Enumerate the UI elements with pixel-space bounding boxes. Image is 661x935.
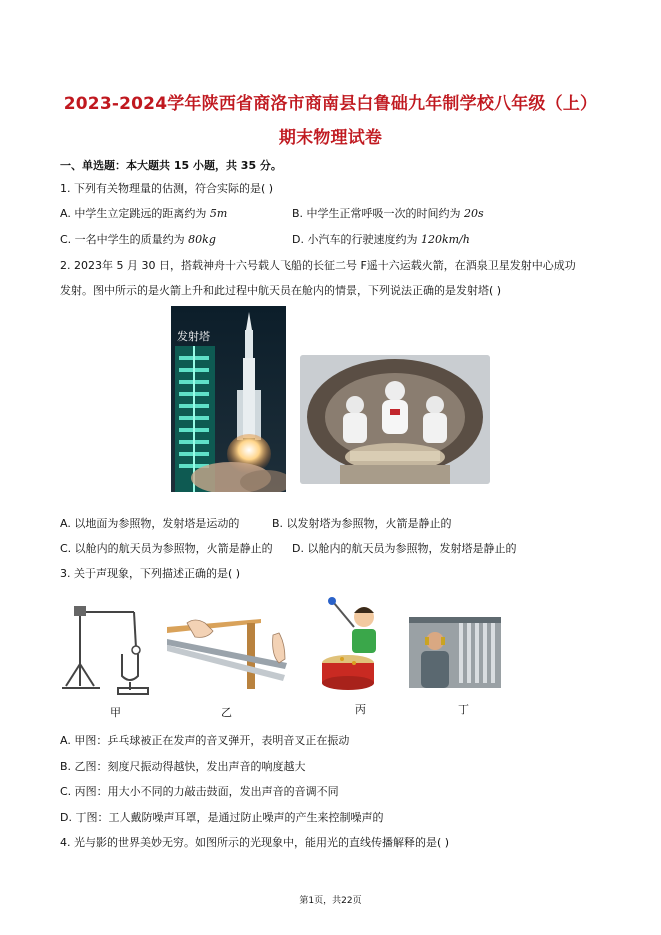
q1-option-a: A. 中学生立定跳远的距离约为 5m xyxy=(60,207,228,220)
factory-worker-photo xyxy=(409,617,501,688)
q2-option-b: B. 以发射塔为参照物，火箭是静止的 xyxy=(272,517,452,530)
astronauts-illustration xyxy=(300,355,490,484)
figure-caption-ding: 丁 xyxy=(458,703,469,716)
q2-option-a: A. 以地面为参照物，发射塔是运动的 xyxy=(60,517,240,530)
q3-stem: 3. 关于声现象，下列描述正确的是( ) xyxy=(60,567,241,580)
paper-title-line1: 2023-2024学年陕西省商洛市商南县白鲁础九年制学校八年级（上） xyxy=(63,94,598,114)
q1-option-c: C. 一名中学生的质量约为 80kg xyxy=(60,233,216,246)
factory-worker-illustration xyxy=(409,617,501,688)
q1-option-d: D. 小汽车的行驶速度约为 120km/h xyxy=(292,233,470,246)
q2-stem-line2: 发射。图中所示的是火箭上升和此过程中航天员在舱内的情景，下列说法正确的是发射塔( ) xyxy=(60,284,502,297)
q4-stem: 4. 光与影的世界美妙无穷。如图所示的光现象中，能用光的直线传播解释的是( ) xyxy=(60,836,450,849)
q1-option-b: B. 中学生正常呼吸一次的时间约为 20s xyxy=(292,207,484,220)
section-heading: 一、单选题：本大题共 15 小题，共 35 分。 xyxy=(60,159,282,172)
q3-option-c: C. 丙图：用大小不同的力敲击鼓面，发出声音的音调不同 xyxy=(60,785,339,798)
q2-stem-line1: 2. 2023年 5 月 30 日，搭载神舟十六号载人飞船的长征二号 F遥十六运载火箭，在酒泉卫星发射中心成功 xyxy=(60,259,576,272)
figure-caption-bing: 丙 xyxy=(355,703,366,716)
tower-label: 发射塔 xyxy=(177,330,210,343)
q2-option-d: D. 以舱内的航天员为参照物，发射塔是静止的 xyxy=(292,542,517,555)
paper-title-line2: 期末物理试卷 xyxy=(278,128,383,148)
q3-option-d: D. 丁图：工人戴防噪声耳罩，是通过防止噪声的产生来控制噪声的 xyxy=(60,811,384,824)
figure-caption-jia: 甲 xyxy=(110,706,121,719)
q1-stem: 1. 下列有关物理量的估测，符合实际的是( ) xyxy=(60,182,274,195)
q3-option-a: A. 甲图：乒乓球被正在发声的音叉弹开，表明音叉正在振动 xyxy=(60,734,350,747)
drum-figure xyxy=(320,597,402,693)
q3-option-b: B. 乙图：刻度尺振动得越快，发出声音的响度越大 xyxy=(60,760,306,773)
q2-option-c: C. 以舱内的航天员为参照物，火箭是静止的 xyxy=(60,542,273,555)
rocket-launch-photo xyxy=(171,306,286,492)
page-footer: 第1页，共22页 xyxy=(299,896,362,906)
tuning-fork-figure xyxy=(60,604,160,696)
figure-caption-yi: 乙 xyxy=(221,706,232,719)
ruler-vibration-figure xyxy=(167,613,307,691)
astronauts-cabin-photo xyxy=(300,355,490,484)
